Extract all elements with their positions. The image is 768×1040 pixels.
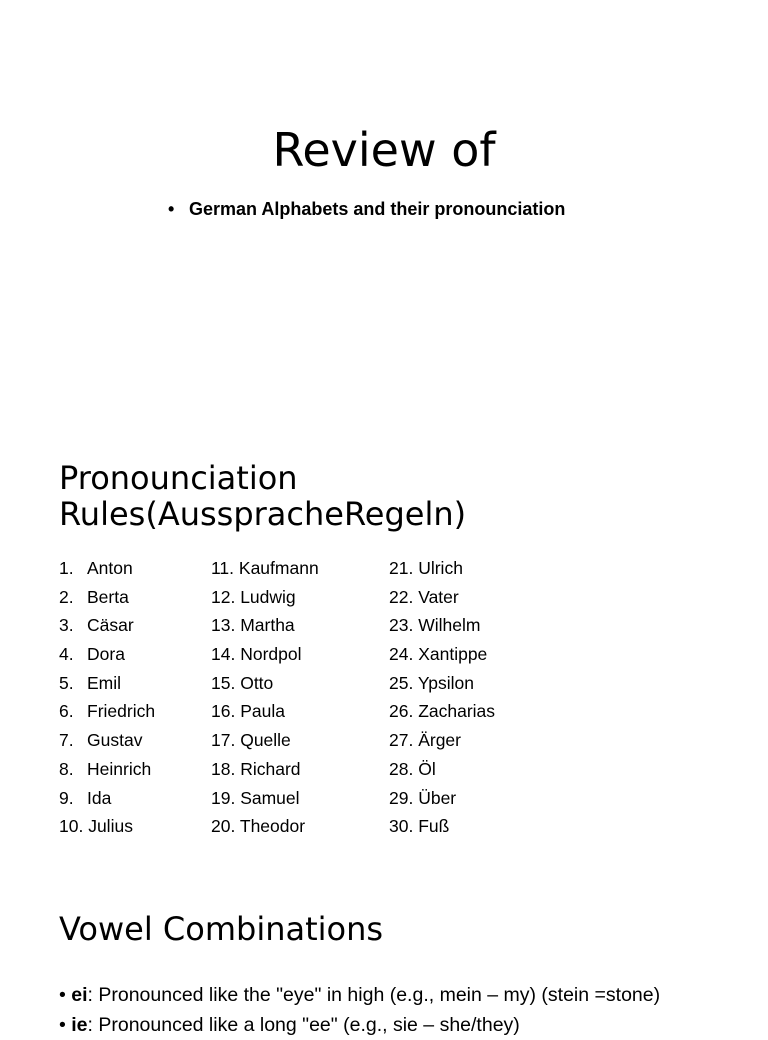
- alphabet-item-number: 8.: [59, 758, 74, 779]
- alphabet-item: [389, 640, 495, 669]
- vowel-rule-item: [59, 980, 660, 1010]
- slide-title: Review of: [272, 123, 496, 177]
- alphabet-column-1: [59, 554, 155, 841]
- alphabet-item: [59, 554, 155, 583]
- alphabet-item: [389, 755, 495, 784]
- vowel-rule-key: ei: [71, 984, 88, 1006]
- alphabet-item: [389, 554, 495, 583]
- alphabet-item-number: 12.: [211, 586, 236, 607]
- pronunciation-rules-heading: [59, 460, 466, 532]
- alphabet-item: [211, 583, 319, 612]
- alphabet-item: [59, 697, 155, 726]
- alphabet-item-number: 23.: [389, 615, 414, 636]
- alphabet-item-word: Wilhelm: [418, 615, 481, 636]
- alphabet-item: [389, 583, 495, 612]
- alphabet-item: [211, 726, 319, 755]
- alphabet-item-word: Richard: [240, 758, 301, 779]
- alphabet-item: [389, 611, 495, 640]
- alphabet-item-word: Fuß: [418, 816, 450, 837]
- alphabet-item-word: Ärger: [418, 730, 461, 751]
- alphabet-item: [389, 669, 495, 698]
- alphabet-item-word: Über: [418, 787, 457, 808]
- alphabet-item-word: Nordpol: [240, 644, 302, 665]
- bullet-icon: •: [59, 1014, 66, 1036]
- alphabet-item-number: 25.: [389, 672, 414, 693]
- alphabet-item-number: 19.: [211, 787, 236, 808]
- alphabet-item-number: 24.: [389, 644, 414, 665]
- subtitle-item: [168, 196, 565, 222]
- alphabet-item-word: Ida: [87, 787, 112, 808]
- alphabet-item-number: 17.: [211, 730, 236, 751]
- alphabet-item-number: 7.: [59, 730, 74, 751]
- alphabet-item-word: Paula: [240, 701, 285, 722]
- subtitle-item-text: German Alphabets and their pronounciation: [189, 199, 566, 219]
- alphabet-column-2: [211, 554, 319, 841]
- alphabet-item-word: Otto: [240, 672, 274, 693]
- alphabet-item: [211, 812, 319, 841]
- alphabet-item: [211, 554, 319, 583]
- alphabet-item: [59, 669, 155, 698]
- vowel-rules-list: [59, 980, 660, 1040]
- alphabet-item-number: 1.: [59, 558, 74, 578]
- alphabet-item: [59, 611, 155, 640]
- alphabet-item-word: Anton: [87, 558, 133, 578]
- pronunciation-rules-heading-line1: Pronounciation: [59, 459, 298, 497]
- bullet-icon: •: [59, 984, 66, 1006]
- alphabet-item-word: Martha: [240, 615, 295, 636]
- alphabet-item-number: 11.: [211, 558, 235, 578]
- alphabet-item-number: 3.: [59, 615, 74, 636]
- alphabet-item-word: Xantippe: [418, 644, 488, 665]
- alphabet-item-number: 22.: [389, 586, 414, 607]
- alphabet-item-word: Heinrich: [87, 758, 152, 779]
- alphabet-item-word: Quelle: [240, 730, 291, 751]
- alphabet-item-word: Öl: [418, 758, 436, 779]
- alphabet-item: [211, 640, 319, 669]
- alphabet-item-word: Berta: [87, 586, 129, 607]
- alphabet-item: [389, 697, 495, 726]
- vowel-combinations-heading: Vowel Combinations: [59, 910, 384, 948]
- alphabet-item-number: 16.: [211, 701, 236, 722]
- alphabet-item: [59, 755, 155, 784]
- alphabet-item-number: 13.: [211, 615, 236, 636]
- alphabet-item-number: 9.: [59, 787, 74, 808]
- alphabet-item-word: Theodor: [239, 816, 306, 837]
- alphabet-item-word: Ulrich: [418, 558, 463, 578]
- alphabet-item-word: Dora: [87, 644, 125, 665]
- alphabet-item-number: 21.: [389, 558, 414, 578]
- alphabet-item: [211, 611, 319, 640]
- alphabet-item-number: 30.: [389, 816, 414, 837]
- alphabet-item: [59, 726, 155, 755]
- alphabet-item-word: Gustav: [87, 730, 143, 751]
- alphabet-item-number: 4.: [59, 644, 74, 665]
- alphabet-item-number: 6.: [59, 701, 74, 722]
- alphabet-item-number: 15.: [211, 672, 236, 693]
- alphabet-item: [59, 784, 155, 813]
- bullet-icon: •: [168, 199, 175, 219]
- alphabet-item-number: 2.: [59, 586, 74, 607]
- alphabet-item: [389, 784, 495, 813]
- alphabet-item-word: Emil: [87, 672, 122, 693]
- alphabet-item: [59, 812, 155, 841]
- alphabet-item-word: Ludwig: [240, 586, 296, 607]
- alphabet-item-word: Friedrich: [87, 701, 156, 722]
- vowel-rule-item: [59, 1010, 660, 1040]
- alphabet-item-word: Samuel: [240, 787, 300, 808]
- alphabet-item-word: Vater: [418, 586, 459, 607]
- alphabet-item-number: 27.: [389, 730, 414, 751]
- alphabet-item: [59, 640, 155, 669]
- alphabet-item-number: 10.: [59, 816, 84, 837]
- vowel-rule-text: : Pronounced like the "eye" in high (e.g., mein – my) (stein =stone): [87, 984, 661, 1006]
- vowel-rule-key: ie: [71, 1014, 88, 1036]
- alphabet-item-word: Cäsar: [87, 615, 134, 636]
- alphabet-item-number: 29.: [389, 787, 414, 808]
- alphabet-item: [59, 583, 155, 612]
- alphabet-item-number: 14.: [211, 644, 236, 665]
- alphabet-item-number: 18.: [211, 758, 236, 779]
- alphabet-column-3: [389, 554, 495, 841]
- alphabet-item: [389, 726, 495, 755]
- alphabet-item: [211, 669, 319, 698]
- alphabet-item-number: 26.: [389, 701, 414, 722]
- subtitle-list: [168, 196, 565, 222]
- pronunciation-rules-heading-line2: Rules(AusspracheRegeln): [59, 495, 467, 533]
- alphabet-item-word: Zacharias: [418, 701, 496, 722]
- alphabet-item-number: 28.: [389, 758, 414, 779]
- vowel-rule-text: : Pronounced like a long "ee" (e.g., sie – she/they): [87, 1014, 520, 1036]
- alphabet-item: [211, 697, 319, 726]
- alphabet-item-word: Kaufmann: [238, 558, 319, 578]
- alphabet-item: [211, 755, 319, 784]
- alphabet-item: [389, 812, 495, 841]
- alphabet-item-number: 20.: [211, 816, 236, 837]
- alphabet-item-number: 5.: [59, 672, 74, 693]
- alphabet-item: [211, 784, 319, 813]
- alphabet-item-word: Ypsilon: [417, 672, 474, 693]
- alphabet-item-word: Julius: [88, 816, 133, 837]
